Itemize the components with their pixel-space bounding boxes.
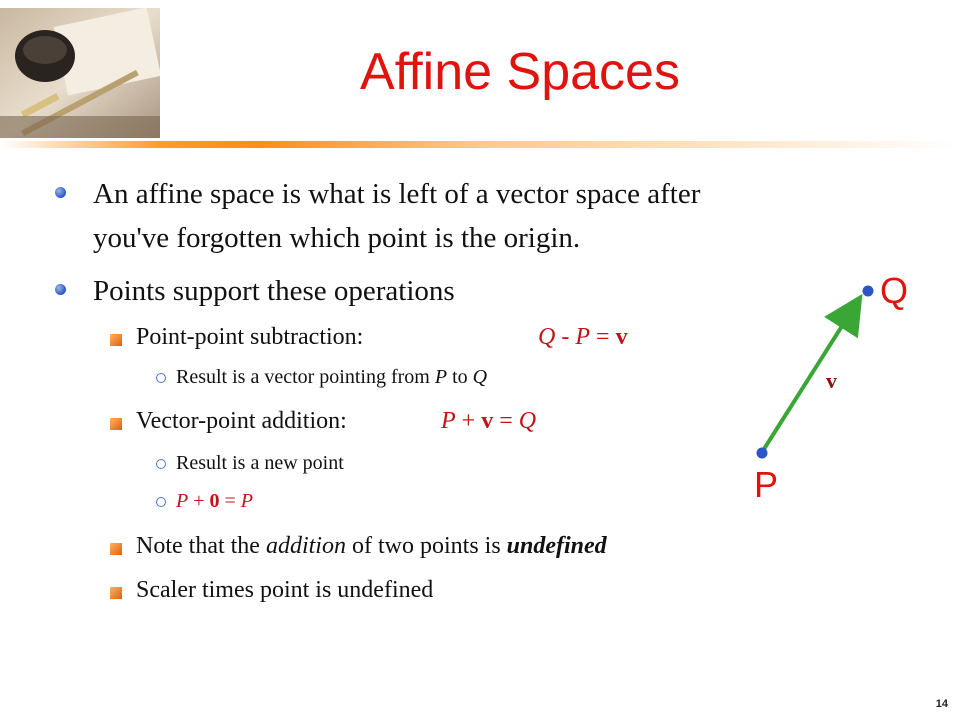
eq-zero: 0 [209,490,220,512]
bullet-operations: Points support these operations [93,275,455,307]
sub-bullet-square-icon [110,543,122,555]
bullet-dot-icon [55,187,66,198]
label-p: P [754,464,779,505]
sub-bullet-square-icon [110,587,122,599]
eq-equals: = [590,324,616,350]
text-mid: to [447,366,473,388]
eq-equals: = [493,408,519,434]
slide-title: Affine Spaces [360,43,680,101]
vector-v-arrow [764,304,856,449]
eq-p: P [441,408,456,434]
eq-plus: + [455,408,482,434]
text-p: P [434,366,448,388]
sub-sub-bullet-zero-equation [176,490,253,513]
text-prefix: Note that the [136,533,266,559]
eq-p: P [176,490,189,512]
sub-sub-bullet-new-point: Result is a new point [176,452,344,474]
text-addition: addition [265,533,346,559]
bullet-affine-line2: you've forgotten which point is the origin. [93,222,581,254]
sub-bullet-square-icon [110,418,122,430]
eq-q: Q [518,408,537,434]
eq-q: Q [538,324,556,350]
eq-v: v [481,408,494,434]
sub-bullet-subtraction-label: Point-point subtraction: [136,324,364,350]
label-v: v [826,368,837,393]
sub-bullet-square-icon [110,334,122,346]
bullet-affine-line1: An affine space is what is left of a vector space after [93,178,701,210]
addition-equation [441,408,536,435]
sub-bullet-addition-undefined [136,533,607,560]
sub-sub-bullet-result-vector [176,366,487,389]
eq-equals: = [219,490,241,512]
subtraction-equation [538,324,628,351]
point-p-dot [757,448,768,459]
text-undefined: undefined [506,533,607,559]
point-q-dot [863,286,874,297]
text-mid: of two points is [345,533,507,559]
bullet-dot-icon [55,284,66,295]
vector-diagram [740,255,940,515]
sub-sub-bullet-ring-icon [156,459,166,469]
eq-plus: + [188,490,210,512]
eq-p2: P [240,490,253,512]
eq-p: P [575,324,591,350]
eq-minus: - [555,324,576,350]
sub-sub-bullet-ring-icon [156,497,166,507]
sub-bullet-scaler: Scaler times point is undefined [136,577,434,603]
text-q: Q [472,366,488,388]
label-q: Q [880,270,909,311]
sub-bullet-addition-label: Vector-point addition: [136,408,347,434]
eq-v: v [615,324,628,350]
text-prefix: Result is a vector pointing from [176,366,435,388]
page-number: 14 [935,698,948,710]
sub-sub-bullet-ring-icon [156,373,166,383]
